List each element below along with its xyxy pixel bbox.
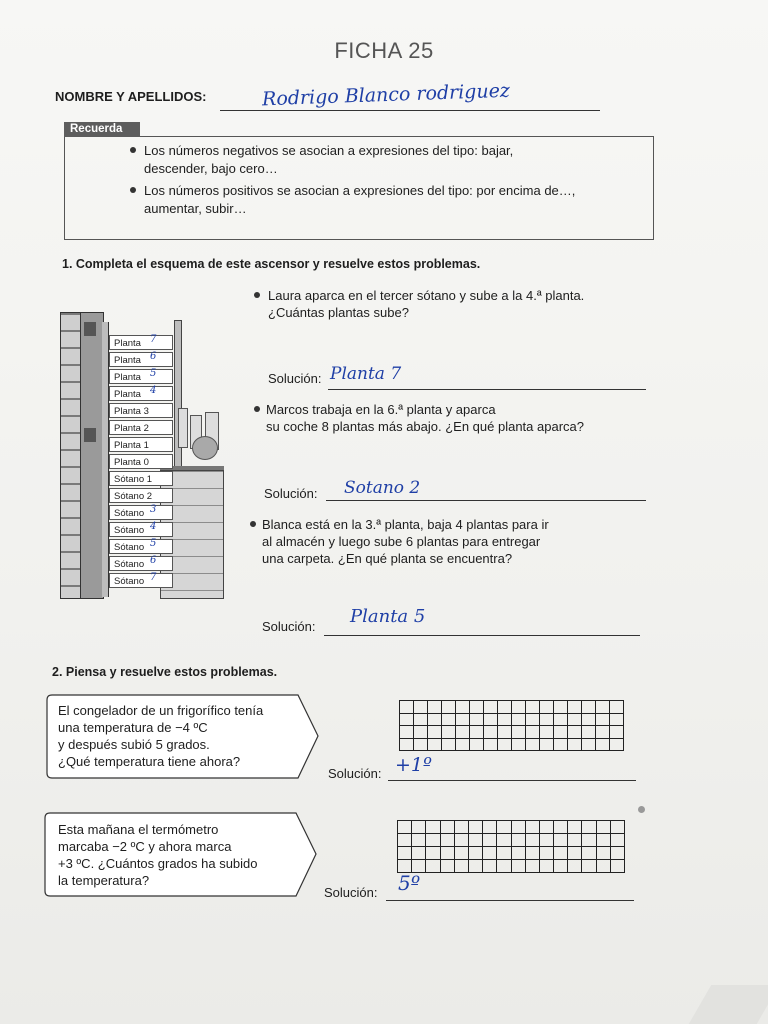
grid-cell (526, 847, 540, 860)
section2-heading: 2. Piensa y resuelve estos problemas. (52, 665, 278, 679)
grid-cell (498, 701, 512, 714)
recuerda-tab: Recuerda (64, 122, 140, 137)
q2-text-c: +3 ºC. ¿Cuántos grados ha subido (58, 856, 258, 871)
problem3-text-b: al almacén y luego sube 6 plantas para entregar (262, 534, 541, 549)
grid-cell (568, 739, 582, 752)
grid-cell (455, 847, 469, 860)
grid-cell (554, 860, 568, 873)
grid-cell (596, 714, 610, 727)
elevator-shaft (80, 312, 104, 599)
grid-cell (400, 701, 414, 714)
section1-heading: 1. Completa el esquema de este ascensor y resuelve estos problemas. (62, 257, 481, 271)
floor-label: Planta (109, 386, 173, 401)
q2-answer-handwritten: 5º (398, 871, 421, 895)
bullet (254, 292, 260, 298)
recuerda-text-2b: aumentar, subir… (144, 201, 247, 216)
grid-cell (414, 701, 428, 714)
grid-cell (554, 821, 568, 834)
building-right-wall (174, 320, 182, 472)
floor-label: Planta (109, 352, 173, 367)
grid-cell (455, 860, 469, 873)
grid-cell (568, 834, 582, 847)
floor-label: Planta 3 (109, 403, 173, 418)
grid-cell (441, 847, 455, 860)
bullet (250, 521, 256, 527)
grid-cell (610, 714, 624, 727)
grid-cell (414, 726, 428, 739)
answer1-handwritten: Planta 7 (330, 364, 402, 384)
solucion-label: Solución: (324, 885, 378, 900)
problem2-text-a: Marcos trabaja en la 6.ª planta y aparca (266, 402, 496, 417)
name-line (220, 110, 600, 111)
floor-label: Sótano (109, 539, 173, 554)
grid-cell (540, 739, 554, 752)
grid-cell (568, 860, 582, 873)
grid-cell (412, 821, 426, 834)
problem3-text-a: Blanca está en la 3.ª planta, baja 4 plantas para ir (262, 517, 549, 532)
grid-cell (554, 739, 568, 752)
floor-label: Planta (109, 335, 173, 350)
answer-line (324, 635, 640, 636)
grid-cell (414, 714, 428, 727)
floor-label: Planta (109, 369, 173, 384)
floor-label: Planta 1 (109, 437, 173, 452)
grid-cell (455, 834, 469, 847)
grid-cell (497, 847, 511, 860)
floor-label: Planta 2 (109, 420, 173, 435)
grid-cell (611, 821, 625, 834)
grid-cell (554, 847, 568, 860)
floor-label: Sótano 1 (109, 471, 173, 486)
floor-label: Planta 0 (109, 454, 173, 469)
grid-cell (497, 860, 511, 873)
grid-cell (483, 847, 497, 860)
grid-cell (412, 847, 426, 860)
grid-cell (400, 739, 414, 752)
grid-cell (400, 726, 414, 739)
floor-number-handwritten: 5 (150, 368, 157, 379)
grid-cell (470, 739, 484, 752)
page-title: FICHA 25 (334, 38, 434, 63)
grid-cell (611, 847, 625, 860)
grid-cell (582, 701, 596, 714)
grid-cell (442, 739, 456, 752)
grid-cell (498, 726, 512, 739)
grid-cell (498, 739, 512, 752)
answer-line (326, 500, 646, 501)
q1-text-a: El congelador de un frigorífico tenía (58, 703, 264, 718)
grid-cell (498, 714, 512, 727)
grid-cell (596, 701, 610, 714)
grid-cell (526, 714, 540, 727)
grid-cell (456, 714, 470, 727)
paper-mark (638, 806, 645, 813)
solucion-label: Solución: (262, 619, 316, 634)
grid-cell (441, 860, 455, 873)
grid-cell (412, 834, 426, 847)
grid-cell (540, 726, 554, 739)
paper-fold (689, 985, 768, 1024)
grid-cell (554, 701, 568, 714)
grid-cell (568, 701, 582, 714)
grid-cell (400, 714, 414, 727)
problem1-text-b: ¿Cuántas plantas sube? (268, 305, 409, 320)
grid-cell (596, 739, 610, 752)
grid-cell (611, 834, 625, 847)
answer3-handwritten: Planta 5 (350, 606, 426, 627)
grid-cell (470, 714, 484, 727)
answer-grid-2 (397, 820, 625, 873)
grid-cell (568, 847, 582, 860)
grid-cell (428, 739, 442, 752)
grid-cell (526, 726, 540, 739)
grid-cell (540, 821, 554, 834)
grid-cell (426, 847, 440, 860)
grid-cell (441, 821, 455, 834)
grid-cell (426, 821, 440, 834)
answer-line (386, 900, 634, 901)
solucion-label: Solución: (328, 766, 382, 781)
grid-cell (582, 726, 596, 739)
recuerda-text-1a: Los números negativos se asocian a expresiones del tipo: bajar, (144, 143, 514, 158)
grid-cell (582, 714, 596, 727)
grid-cell (568, 714, 582, 727)
grid-cell (426, 860, 440, 873)
grid-cell (428, 726, 442, 739)
name-label: NOMBRE Y APELLIDOS: (55, 89, 207, 104)
floor-number-handwritten: 6 (150, 555, 157, 566)
grid-cell (596, 726, 610, 739)
grid-cell (611, 860, 625, 873)
grid-cell (483, 834, 497, 847)
floor-number-handwritten: 6 (150, 351, 157, 362)
answer-line (328, 389, 646, 390)
bullet (130, 187, 136, 193)
elevator-cabin-icon (84, 322, 96, 336)
floor-number-handwritten: 7 (150, 334, 157, 345)
q1-text-b: una temperatura de −4 ºC (58, 720, 208, 735)
building-wall (102, 322, 109, 597)
q1-answer-handwritten: +1º (395, 754, 432, 776)
q2-text-a: Esta mañana el termómetro (58, 822, 219, 837)
grid-cell (610, 726, 624, 739)
grid-cell (469, 834, 483, 847)
grid-cell (540, 834, 554, 847)
grid-cell (597, 860, 611, 873)
grid-cell (469, 860, 483, 873)
grid-cell (597, 847, 611, 860)
grid-cell (512, 714, 526, 727)
tree-icon (192, 436, 218, 460)
grid-cell (610, 701, 624, 714)
background-tower (178, 408, 188, 448)
grid-cell (554, 834, 568, 847)
grid-cell (597, 834, 611, 847)
grid-cell (526, 834, 540, 847)
q1-text-c: y después subió 5 grados. (58, 737, 210, 752)
grid-cell (428, 701, 442, 714)
problem1-text-a: Laura aparca en el tercer sótano y sube a la 4.ª planta. (268, 288, 585, 303)
grid-cell (512, 847, 526, 860)
q2-text-b: marcaba −2 ºC y ahora marca (58, 839, 232, 854)
grid-cell (497, 834, 511, 847)
bullet (254, 406, 260, 412)
grid-cell (582, 834, 596, 847)
grid-cell (442, 701, 456, 714)
grid-cell (469, 847, 483, 860)
floor-number-handwritten: 5 (150, 538, 157, 549)
grid-cell (554, 714, 568, 727)
grid-cell (484, 714, 498, 727)
grid-cell (526, 821, 540, 834)
q2-text-d: la temperatura? (58, 873, 150, 888)
grid-cell (526, 701, 540, 714)
grid-cell (512, 821, 526, 834)
grid-cell (540, 714, 554, 727)
grid-cell (497, 821, 511, 834)
grid-cell (512, 739, 526, 752)
grid-cell (568, 726, 582, 739)
grid-cell (398, 847, 412, 860)
floor-label: Sótano (109, 522, 173, 537)
q1-text-d: ¿Qué temperatura tiene ahora? (58, 754, 241, 769)
floor-label: Sótano (109, 556, 173, 571)
answer-line (388, 780, 636, 781)
grid-cell (582, 739, 596, 752)
grid-cell (470, 726, 484, 739)
floor-label: Sótano 2 (109, 488, 173, 503)
grid-cell (398, 821, 412, 834)
grid-cell (568, 821, 582, 834)
floor-number-handwritten: 4 (150, 521, 157, 532)
grid-cell (484, 739, 498, 752)
grid-cell (455, 821, 469, 834)
grid-cell (554, 726, 568, 739)
grid-cell (441, 834, 455, 847)
grid-cell (442, 726, 456, 739)
floor-number-handwritten: 7 (150, 572, 157, 583)
grid-cell (483, 860, 497, 873)
floor-label: Sótano (109, 505, 173, 520)
grid-cell (456, 739, 470, 752)
grid-cell (456, 701, 470, 714)
bullet (130, 147, 136, 153)
floor-number-handwritten: 4 (150, 385, 157, 396)
floor-number-handwritten: 3 (150, 504, 157, 515)
grid-cell (414, 739, 428, 752)
solucion-label: Solución: (264, 486, 318, 501)
grid-cell (540, 860, 554, 873)
answer2-handwritten: Sotano 2 (344, 478, 421, 498)
grid-cell (582, 821, 596, 834)
answer-grid-1 (399, 700, 624, 751)
grid-cell (483, 821, 497, 834)
grid-cell (484, 726, 498, 739)
name-handwritten: Rodrigo Blanco rodriguez (261, 79, 511, 111)
grid-cell (582, 847, 596, 860)
grid-cell (512, 860, 526, 873)
grid-cell (456, 726, 470, 739)
grid-cell (398, 834, 412, 847)
elevator-cabin-icon (84, 428, 96, 442)
recuerda-text-2a: Los números positivos se asocian a expresiones del tipo: por encima de…, (144, 183, 576, 198)
floor-label: Sótano (109, 573, 173, 588)
grid-cell (512, 834, 526, 847)
problem2-text-b: su coche 8 plantas más abajo. ¿En qué planta aparca? (266, 419, 584, 434)
grid-cell (484, 701, 498, 714)
grid-cell (512, 726, 526, 739)
grid-cell (469, 821, 483, 834)
grid-cell (540, 701, 554, 714)
grid-cell (426, 834, 440, 847)
grid-cell (610, 739, 624, 752)
grid-cell (582, 860, 596, 873)
grid-cell (597, 821, 611, 834)
grid-cell (470, 701, 484, 714)
grid-cell (526, 860, 540, 873)
recuerda-text-1b: descender, bajo cero… (144, 161, 278, 176)
grid-cell (442, 714, 456, 727)
problem3-text-c: una carpeta. ¿En qué planta se encuentra? (262, 551, 513, 566)
grid-cell (526, 739, 540, 752)
solucion-label: Solución: (268, 371, 322, 386)
grid-cell (428, 714, 442, 727)
grid-cell (540, 847, 554, 860)
grid-cell (512, 701, 526, 714)
building-left-wall (60, 312, 82, 599)
